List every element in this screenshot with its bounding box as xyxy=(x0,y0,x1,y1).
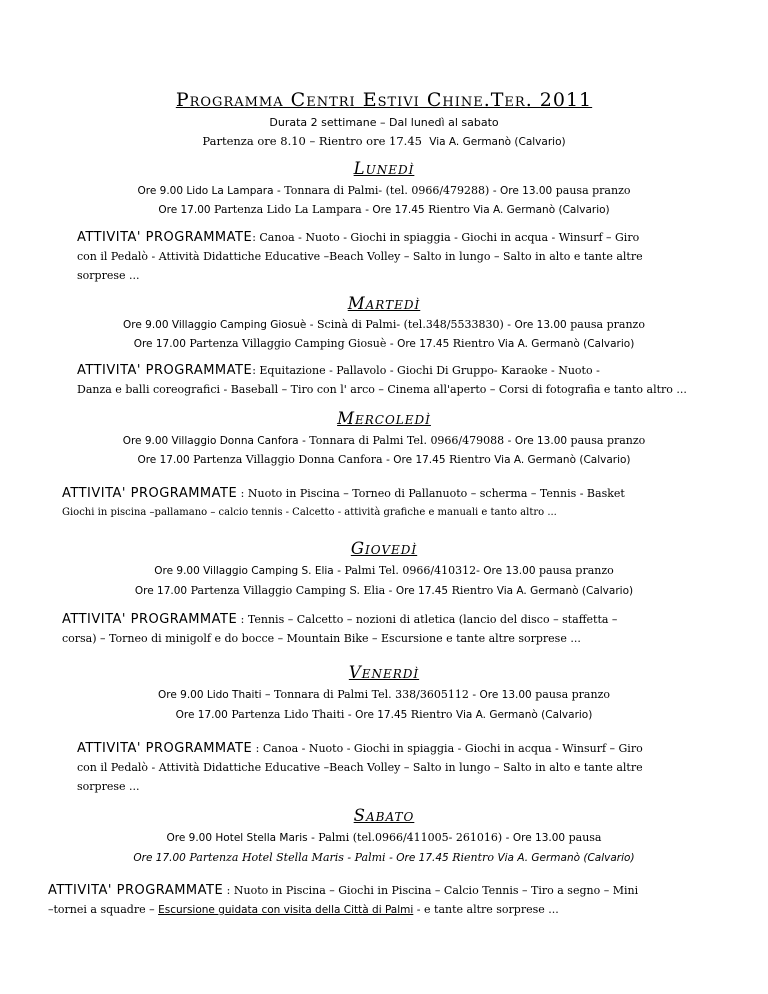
activities-text: - e tante altre sorprese ... xyxy=(413,903,559,916)
departure-line xyxy=(0,134,768,148)
lunch-time: Ore 13.00 xyxy=(500,185,553,197)
departure-place: Via A. Germanò (Calvario) xyxy=(429,136,566,148)
return-time: Ore 17.45 xyxy=(393,454,446,466)
activities-heading: ATTIVITA' PROGRAMMATE xyxy=(62,486,238,501)
departure-details: Partenza Villaggio Camping Giosuè - xyxy=(185,337,398,350)
day-heading-martedi: Martedì xyxy=(347,294,421,313)
activities-text: corsa) – Torneo di minigolf e do bocce – Mountain Bike – Escursione e tante altre sorprese ... xyxy=(62,632,581,645)
duration-line: Durata 2 settimane – Dal lunedì al sabato xyxy=(269,116,499,129)
morning-details: – Tonnara di Palmi Tel. 338/3605112 - xyxy=(261,688,480,701)
return-place: Via A. Germanò (Calvario) xyxy=(473,204,610,216)
activities-text: con il Pedalò - Attività Didattiche Educative –Beach Volley – Salto in lungo – Salto in alto e tante altre xyxy=(77,250,643,263)
activities-text: Tennis – Calcetto – nozioni di atletica (lancio del disco – staffetta – xyxy=(247,613,618,626)
return-label: Rientro xyxy=(445,453,495,466)
lunch-label: pausa xyxy=(565,831,602,844)
morning-details: - Palmi (tel.0966/411005- 261016) - xyxy=(307,831,513,844)
activities-text: Giochi in piscina –pallamano – calcio tennis - Calcetto - attività grafiche e manuali e tanto altro ... xyxy=(62,507,557,518)
lunch-label: pausa pranzo xyxy=(567,434,646,447)
activities-text: Danza e balli coreografici - Baseball – Tiro con l' arco – Cinema all'aperto – Corsi di fotografia e tanto altro ... xyxy=(77,383,687,396)
activities-text: sorprese ... xyxy=(77,269,140,282)
morning-location: Ore 9.00 Villaggio Donna Canfora xyxy=(122,435,299,447)
return-place: Via A. Germanò (Calvario) xyxy=(497,338,635,350)
day-heading-mercoledi: Mercoledì xyxy=(337,409,431,428)
day-heading-sabato: Sabato xyxy=(353,806,415,825)
return-place: Via A. Germanò (Calvario) xyxy=(496,585,634,597)
return-label: Rientro xyxy=(448,851,498,864)
morning-details: - Palmi Tel. 0966/410312- xyxy=(333,564,484,577)
departure-time: Ore 17.00 xyxy=(133,852,186,864)
day-martedi-line2 xyxy=(0,337,768,350)
return-time: Ore 17.45 xyxy=(372,204,425,216)
activities-heading: ATTIVITA' PROGRAMMATE xyxy=(48,883,224,898)
lunch-label: pausa pranzo xyxy=(566,318,645,331)
return-label: Rientro xyxy=(448,584,497,597)
departure-time: Ore 17.00 xyxy=(133,338,186,350)
activities-text: Nuoto in Piscina – Torneo di Pallanuoto – scherma – Tennis - Basket xyxy=(247,487,625,500)
lunch-time: Ore 13.00 xyxy=(483,565,536,577)
activities-heading: ATTIVITA' PROGRAMMATE xyxy=(62,612,238,627)
day-lunedi-line2 xyxy=(0,203,768,216)
morning-details: - Tonnara di Palmi- (tel. 0966/479288) - xyxy=(273,184,501,197)
return-label: Rientro xyxy=(449,337,498,350)
departure-details: Partenza Hotel Stella Maris - xyxy=(185,851,355,864)
day-giovedi-line2 xyxy=(0,584,768,597)
lunch-time: Ore 13.00 xyxy=(514,319,567,331)
activities-text: Equitazione - Pallavolo - Giochi Di Gruppo- Karaoke - Nuoto - xyxy=(259,364,600,377)
departure-times: Partenza ore 8.10 – Rientro ore 17.45 xyxy=(202,134,422,148)
excursion-highlight: Escursione guidata con visita della Città di Palmi xyxy=(158,904,414,916)
activities-lunedi: ATTIVITA' PROGRAMMATE: Canoa - Nuoto - Giochi in spiaggia - Giochi in acqua - Winsurf – Giro con il Pedalò - Attività Didattiche Educative –Beach Volley – Salto in lungo – Salto in alto e tante altre sorprese ... xyxy=(77,228,694,285)
return-label: Rientro xyxy=(407,708,457,721)
activities-sabato: ATTIVITA' PROGRAMMATE : Nuoto in Piscina – Giochi in Piscina – Calcio Tennis – Tiro a segno – Mini –tornei a squadre – Escursione guidata con visita della Città di Palmi - e tante altre sorprese ... xyxy=(48,883,639,916)
return-place: Via A. Germanò (Calvario) xyxy=(494,454,631,466)
page-title: Programma Centri Estivi Chine.Ter. 2011 xyxy=(175,89,593,111)
departure-time: Ore 17.00 xyxy=(175,709,228,721)
lunch-label: pausa pranzo xyxy=(531,688,610,701)
activities-giovedi: ATTIVITA' PROGRAMMATE : Tennis – Calcetto – nozioni di atletica (lancio del disco – staffetta – corsa) – Torneo di minigolf e do bocce – Mountain Bike – Escursione e tante altre sorprese ... xyxy=(62,610,702,648)
return-time: Ore 17.45 xyxy=(396,852,449,864)
departure-details: Partenza Lido La Lampara - xyxy=(210,203,373,216)
departure-details: Partenza Villaggio Donna Canfora - xyxy=(189,453,394,466)
return-place: Via A. Germanò (Calvario) xyxy=(456,709,593,721)
day-giovedi-line1 xyxy=(0,564,768,577)
day-martedi-line1 xyxy=(0,318,768,331)
departure-time: Ore 17.00 xyxy=(134,585,188,597)
morning-location: Ore 9.00 Lido La Lampara xyxy=(137,185,274,197)
day-sabato-line2 xyxy=(0,851,768,864)
day-venerdi-line1 xyxy=(0,688,768,701)
return-label: Rientro xyxy=(424,203,474,216)
activities-heading: ATTIVITA' PROGRAMMATE xyxy=(77,741,253,756)
day-heading-venerdi: Venerdì xyxy=(348,663,420,682)
return-place: Via A. Germanò (Calvario) xyxy=(497,852,635,864)
activities-martedi: ATTIVITA' PROGRAMMATE: Equitazione - Pallavolo - Giochi Di Gruppo- Karaoke - Nuoto - Danza e balli coreografici - Baseball – Tiro con l' arco – Cinema all'aperto – Corsi di fotografia e tanto altro ... xyxy=(77,361,697,399)
morning-location: Ore 9.00 Lido Thaiti xyxy=(157,689,262,701)
lunch-time: Ore 13.00 xyxy=(514,435,568,447)
day-mercoledi-line1 xyxy=(0,434,768,447)
departure-time: Ore 17.00 xyxy=(158,204,211,216)
day-venerdi-line2 xyxy=(0,708,768,721)
morning-location: Ore 9.00 Villaggio Camping Giosuè xyxy=(123,319,307,331)
activities-heading: ATTIVITA' PROGRAMMATE xyxy=(77,230,253,245)
morning-location: Ore 9.00 Villaggio Camping S. Elia xyxy=(154,565,334,577)
departure-time: Ore 17.00 xyxy=(137,454,190,466)
separator: - xyxy=(385,851,397,864)
activities-heading: ATTIVITA' PROGRAMMATE xyxy=(77,363,253,378)
departure-town: Palmi xyxy=(354,851,386,864)
return-time: Ore 17.45 xyxy=(395,585,449,597)
activities-text: Canoa - Nuoto - Giochi in spiaggia - Giochi in acqua - Winsurf – Giro xyxy=(262,742,643,755)
morning-location: Ore 9.00 Hotel Stella Maris xyxy=(166,832,308,844)
lunch-label: pausa pranzo xyxy=(552,184,631,197)
activities-text: con il Pedalò - Attività Didattiche Educative –Beach Volley – Salto in lungo – Salto in alto e tante altre xyxy=(77,761,643,774)
lunch-time: Ore 13.00 xyxy=(479,689,532,701)
activities-text: Nuoto in Piscina – Giochi in Piscina – Calcio Tennis – Tiro a segno – Mini xyxy=(233,884,639,897)
morning-details: - Scinà di Palmi- (tel.348/5533830) - xyxy=(306,318,515,331)
departure-details: Partenza Villaggio Camping S. Elia - xyxy=(187,584,396,597)
day-heading-lunedi: Lunedì xyxy=(353,159,415,178)
activities-venerdi: ATTIVITA' PROGRAMMATE : Canoa - Nuoto - Giochi in spiaggia - Giochi in acqua - Winsurf – Giro con il Pedalò - Attività Didattiche Educative –Beach Volley – Salto in lungo – Salto in alto e tante altre sorprese ... xyxy=(77,739,694,796)
day-sabato-line1 xyxy=(0,831,768,844)
lunch-label: pausa pranzo xyxy=(535,564,614,577)
return-time: Ore 17.45 xyxy=(397,338,450,350)
morning-details: - Tonnara di Palmi Tel. 0966/479088 - xyxy=(298,434,515,447)
activities-text: Canoa - Nuoto - Giochi in spiaggia - Giochi in acqua - Winsurf – Giro xyxy=(259,231,640,244)
departure-details: Partenza Lido Thaiti - xyxy=(227,708,356,721)
lunch-time: Ore 13.00 xyxy=(512,832,566,844)
activities-text: sorprese ... xyxy=(77,780,140,793)
activities-text: –tornei a squadre – xyxy=(48,903,159,916)
day-heading-giovedi: Giovedì xyxy=(350,539,418,558)
day-lunedi-line1 xyxy=(0,184,768,197)
return-time: Ore 17.45 xyxy=(355,709,408,721)
day-mercoledi-line2 xyxy=(0,453,768,466)
activities-mercoledi: ATTIVITA' PROGRAMMATE : Nuoto in Piscina – Torneo di Pallanuoto – scherma – Tennis - Basket Giochi in piscina –pallamano – calcio tennis - Calcetto - attività grafiche e manuali e tanto altro ... xyxy=(62,484,702,522)
